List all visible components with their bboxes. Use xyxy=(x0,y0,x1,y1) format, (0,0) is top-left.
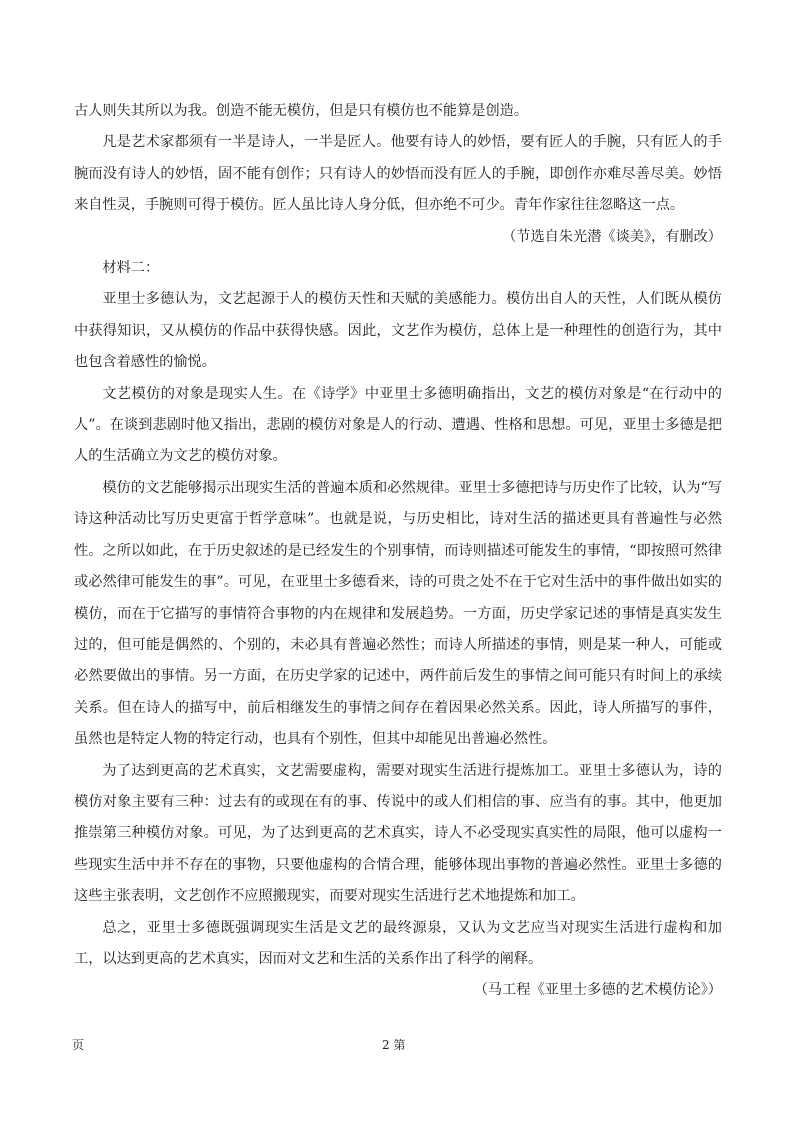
section-heading-material-2: 材料二： xyxy=(102,260,160,277)
paragraph: 总之，亚里士多德既强调现实生活是文艺的最终源泉，又认为文艺应当对现实生活进行虚构和加工，以达到更高的艺术真实，因而对文艺和生活的关系作出了科学的阐释。 xyxy=(74,919,722,967)
paragraph: 亚里士多德认为，文艺起源于人的模仿天性和天赋的美感能力。模仿出自人的天性，人们既从模仿中获得知识，又从模仿的作品中获得快感。因此，文艺作为模仿，总体上是一种理性的创造行为，其中也包含着感性的愉悦。 xyxy=(74,291,722,371)
source-citation-2: （马工程《亚里士多德的艺术模仿论》） xyxy=(473,982,722,999)
paragraph: 文艺模仿的对象是现实人生。在《诗学》中亚里士多德明确指出，文艺的模仿对象是“在行动中的人”。在谈到悲剧时他又指出，悲剧的模仿对象是人的行动、遭遇、性格和思想。可见，亚里士多德是把人的生活确立为文艺的模仿对象。 xyxy=(74,385,722,465)
source-citation-1: （节选自朱光潜《谈美》，有删改） xyxy=(502,228,722,245)
paragraph: 为了达到更高的艺术真实，文艺需要虚构，需要对现实生活进行提炼加工。亚里士多德认为，诗的模仿对象主要有三种：过去有的或现在有的事、传说中的或人们相信的事、应当有的事。其中，他更加推崇第三种模仿对象。可见，为了达到更高的艺术真实，诗人不必受现实真实性的局限，他可以虚构一些现实生活中并不存在的事物，只要他虚构的合情合理，能够体现出事物的普遍必然性。亚里士多德的这些主张表明，文艺创作不应照搬现实，而要对现实生活进行艺术地提炼和加工。 xyxy=(74,762,722,905)
document-body xyxy=(74,96,722,1007)
paragraph-artist-poet-craftsman: 凡是艺术家都须有一半是诗人，一半是匠人。他要有诗人的妙悟，要有匠人的手腕，只有匠人的手腕而没有诗人的妙悟，固不能有创作；只有诗人的妙悟而没有匠人的手腕，即创作亦难尽善尽美。妙悟来自性灵，手腕则可得于模仿。匠人虽比诗人身分低，但亦绝不可少。青年作家往往忽略这一点。 xyxy=(74,134,722,214)
paragraph-continuation: 古人则失其所以为我。创造不能无模仿，但是只有模仿也不能算是创造。 xyxy=(74,103,529,119)
paragraph: 模仿的文艺能够揭示出现实生活的普遍本质和必然规律。亚里士多德把诗与历史作了比较，认为“写诗这种活动比写历史更富于哲学意味”。也就是说，与历史相比，诗对生活的描述更具有普遍性与必然性。之所以如此，在于历史叙述的是已经发生的个别事情，而诗则描述可能发生的事情，“即按照可然律或必然律可能发生的事”。可见，在亚里士多德看来，诗的可贵之处不在于它对生活中的事件做出如实的模仿，而在于它描写的事情符合事物的内在规律和发展趋势。一方面，历史学家记述的事情是真实发生过的，但可能是偶然的、个别的，未必具有普遍必然性；而诗人所描述的事情，则是某一种人，可能或必然要做出的事情。另一方面，在历史学家的记述中，两件前后发生的事情之间可能只有时间上的承续关系。但在诗人的描写中，前后相继发生的事情之间存在着因果必然关系。因此，诗人所描写的事件，虽然也是特定人物的特定行动，也具有个别性，但其中却能见出普遍必然性。 xyxy=(74,479,722,748)
page-number: 2 第 xyxy=(382,1038,406,1052)
footer-label: 页 xyxy=(72,1038,85,1052)
page-footer xyxy=(0,1036,794,1056)
